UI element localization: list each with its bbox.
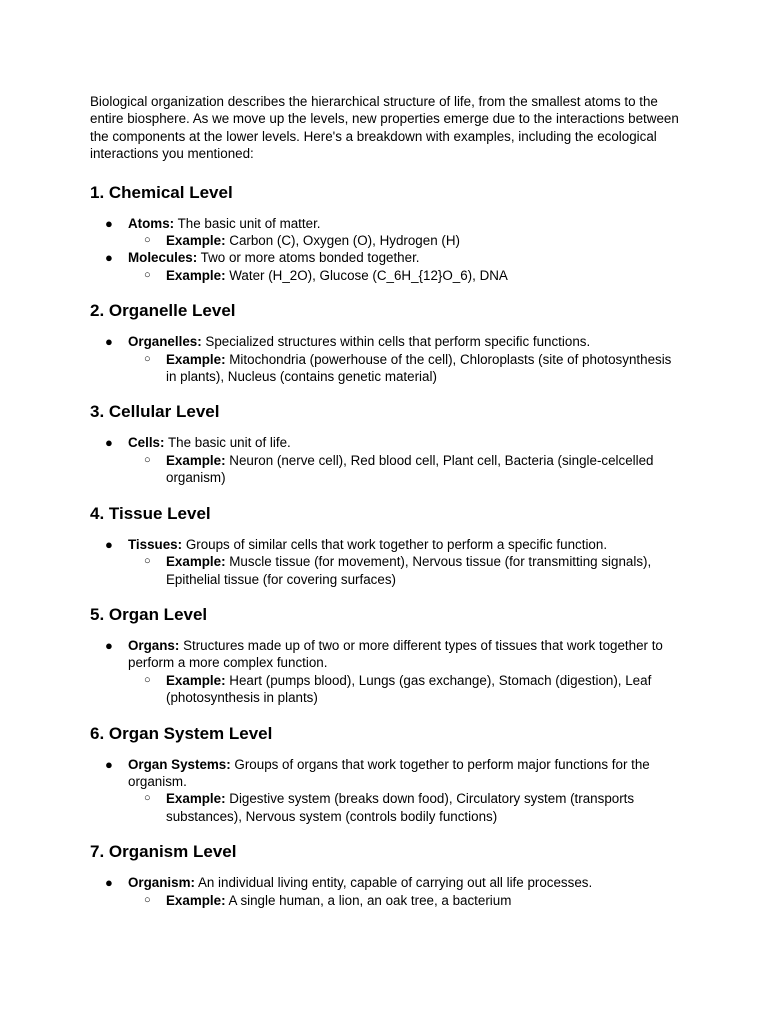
term-label: Organs:: [128, 637, 180, 653]
sub-list: [128, 553, 685, 588]
section-list: [90, 333, 685, 385]
section-heading-organ-system: 6. Organ System Level: [90, 723, 273, 743]
bullet-icon: ●: [105, 435, 113, 451]
example-text: Carbon (C), Oxygen (O), Hydrogen (H): [225, 233, 460, 249]
hollow-bullet-icon: ○: [144, 555, 151, 568]
section-list: [90, 874, 685, 909]
section-heading-organelle: 2. Organelle Level: [90, 301, 236, 321]
sub-list: [128, 672, 685, 707]
section-list: [90, 215, 685, 285]
term-label: Organelles:: [128, 334, 202, 350]
section-heading-organism: 7. Organism Level: [90, 842, 237, 862]
term-description: Structures made up of two or more different types of tissues that work together to perform a more complex function.: [128, 637, 663, 671]
example-item: [128, 232, 685, 249]
sub-list: [128, 351, 685, 386]
term-label: Atoms:: [128, 215, 175, 231]
sub-list: [128, 232, 685, 249]
term-label: Organism:: [128, 875, 195, 891]
example-item: [128, 672, 685, 707]
hollow-bullet-icon: ○: [144, 673, 151, 686]
section-list: [90, 756, 685, 826]
hollow-bullet-icon: ○: [144, 352, 151, 365]
bullet-icon: ●: [105, 215, 113, 231]
term-description: Groups of organs that work together to perform major functions for the organism.: [128, 756, 650, 789]
list-item: [90, 756, 685, 826]
example-label: Example:: [166, 351, 226, 367]
sub-list: [128, 790, 685, 825]
section-heading-organ: 5. Organ Level: [90, 604, 208, 624]
section-list: [90, 637, 685, 707]
example-text: Digestive system (breaks down food), Circulatory system (transports substances), Nervous system (controls bodily functions): [166, 791, 635, 824]
list-item: [90, 874, 685, 909]
section-list: [90, 536, 685, 588]
list-item: [90, 434, 685, 486]
section-heading-tissue: 4. Tissue Level: [90, 503, 211, 523]
section-heading-cellular: 3. Cellular Level: [90, 402, 220, 422]
hollow-bullet-icon: ○: [144, 453, 151, 466]
hollow-bullet-icon: ○: [144, 792, 151, 805]
example-text: Neuron (nerve cell), Red blood cell, Plant cell, Bacteria (single-celcelled organism): [166, 452, 654, 486]
example-text: Heart (pumps blood), Lungs (gas exchange), Stomach (digestion), Leaf (photosynthesis in plants): [166, 672, 652, 706]
list-item: [90, 333, 685, 385]
term-label: Cells:: [128, 435, 165, 451]
example-label: Example:: [166, 267, 226, 283]
document-page: [90, 93, 685, 909]
list-item: [90, 215, 685, 250]
example-text: Mitochondria (powerhouse of the cell), Chloroplasts (site of photosynthesis in plants), Nucleus (contains genetic material): [166, 351, 672, 385]
bullet-icon: ●: [105, 637, 113, 653]
example-item: [128, 790, 685, 825]
term-description: Specialized structures within cells that perform specific functions.: [201, 334, 591, 350]
section-heading-chemical: 1. Chemical Level: [90, 182, 233, 202]
section-list: [90, 434, 685, 486]
intro-paragraph: Biological organization describes the hierarchical structure of life, from the smallest atoms to the entire biosphere. As we move up the levels, new properties emerge due to the interactions between the components at the lower levels. Here's a breakdown with examples, including the ecological interactions you mentioned:: [90, 94, 679, 162]
example-text: Muscle tissue (for movement), Nervous tissue (for transmitting signals), Epithelial tissue (for covering surfaces): [166, 554, 652, 587]
example-label: Example:: [166, 892, 226, 908]
example-item: [128, 553, 685, 588]
example-label: Example:: [166, 554, 226, 570]
example-text: Water (H_2O), Glucose (C_6H_{12}O_6), DNA: [225, 267, 508, 283]
bullet-icon: ●: [105, 334, 113, 350]
term-description: The basic unit of life.: [164, 435, 291, 451]
term-description: Groups of similar cells that work together to perform a specific function.: [182, 536, 608, 552]
list-item: [90, 249, 685, 284]
example-item: [128, 351, 685, 386]
list-item: [90, 536, 685, 588]
term-description: An individual living entity, capable of carrying out all life processes.: [194, 875, 593, 891]
bullet-icon: ●: [105, 536, 113, 552]
term-label: Organ Systems:: [128, 756, 231, 772]
example-label: Example:: [166, 791, 226, 807]
example-label: Example:: [166, 452, 226, 468]
example-label: Example:: [166, 672, 226, 688]
hollow-bullet-icon: ○: [144, 893, 151, 906]
bullet-icon: ●: [105, 756, 113, 772]
term-description: Two or more atoms bonded together.: [197, 250, 420, 266]
example-label: Example:: [166, 233, 226, 249]
example-text: A single human, a lion, an oak tree, a bacterium: [225, 892, 512, 908]
sub-list: [128, 452, 685, 487]
sub-list: [128, 267, 685, 284]
bullet-icon: ●: [105, 875, 113, 891]
term-label: Molecules:: [128, 250, 198, 266]
hollow-bullet-icon: ○: [144, 268, 151, 281]
sub-list: [128, 892, 685, 909]
term-label: Tissues:: [128, 536, 183, 552]
hollow-bullet-icon: ○: [144, 234, 151, 247]
term-description: The basic unit of matter.: [174, 215, 321, 231]
example-item: [128, 452, 685, 487]
bullet-icon: ●: [105, 250, 113, 266]
example-item: [128, 892, 685, 909]
example-item: [128, 267, 685, 284]
list-item: [90, 637, 685, 707]
